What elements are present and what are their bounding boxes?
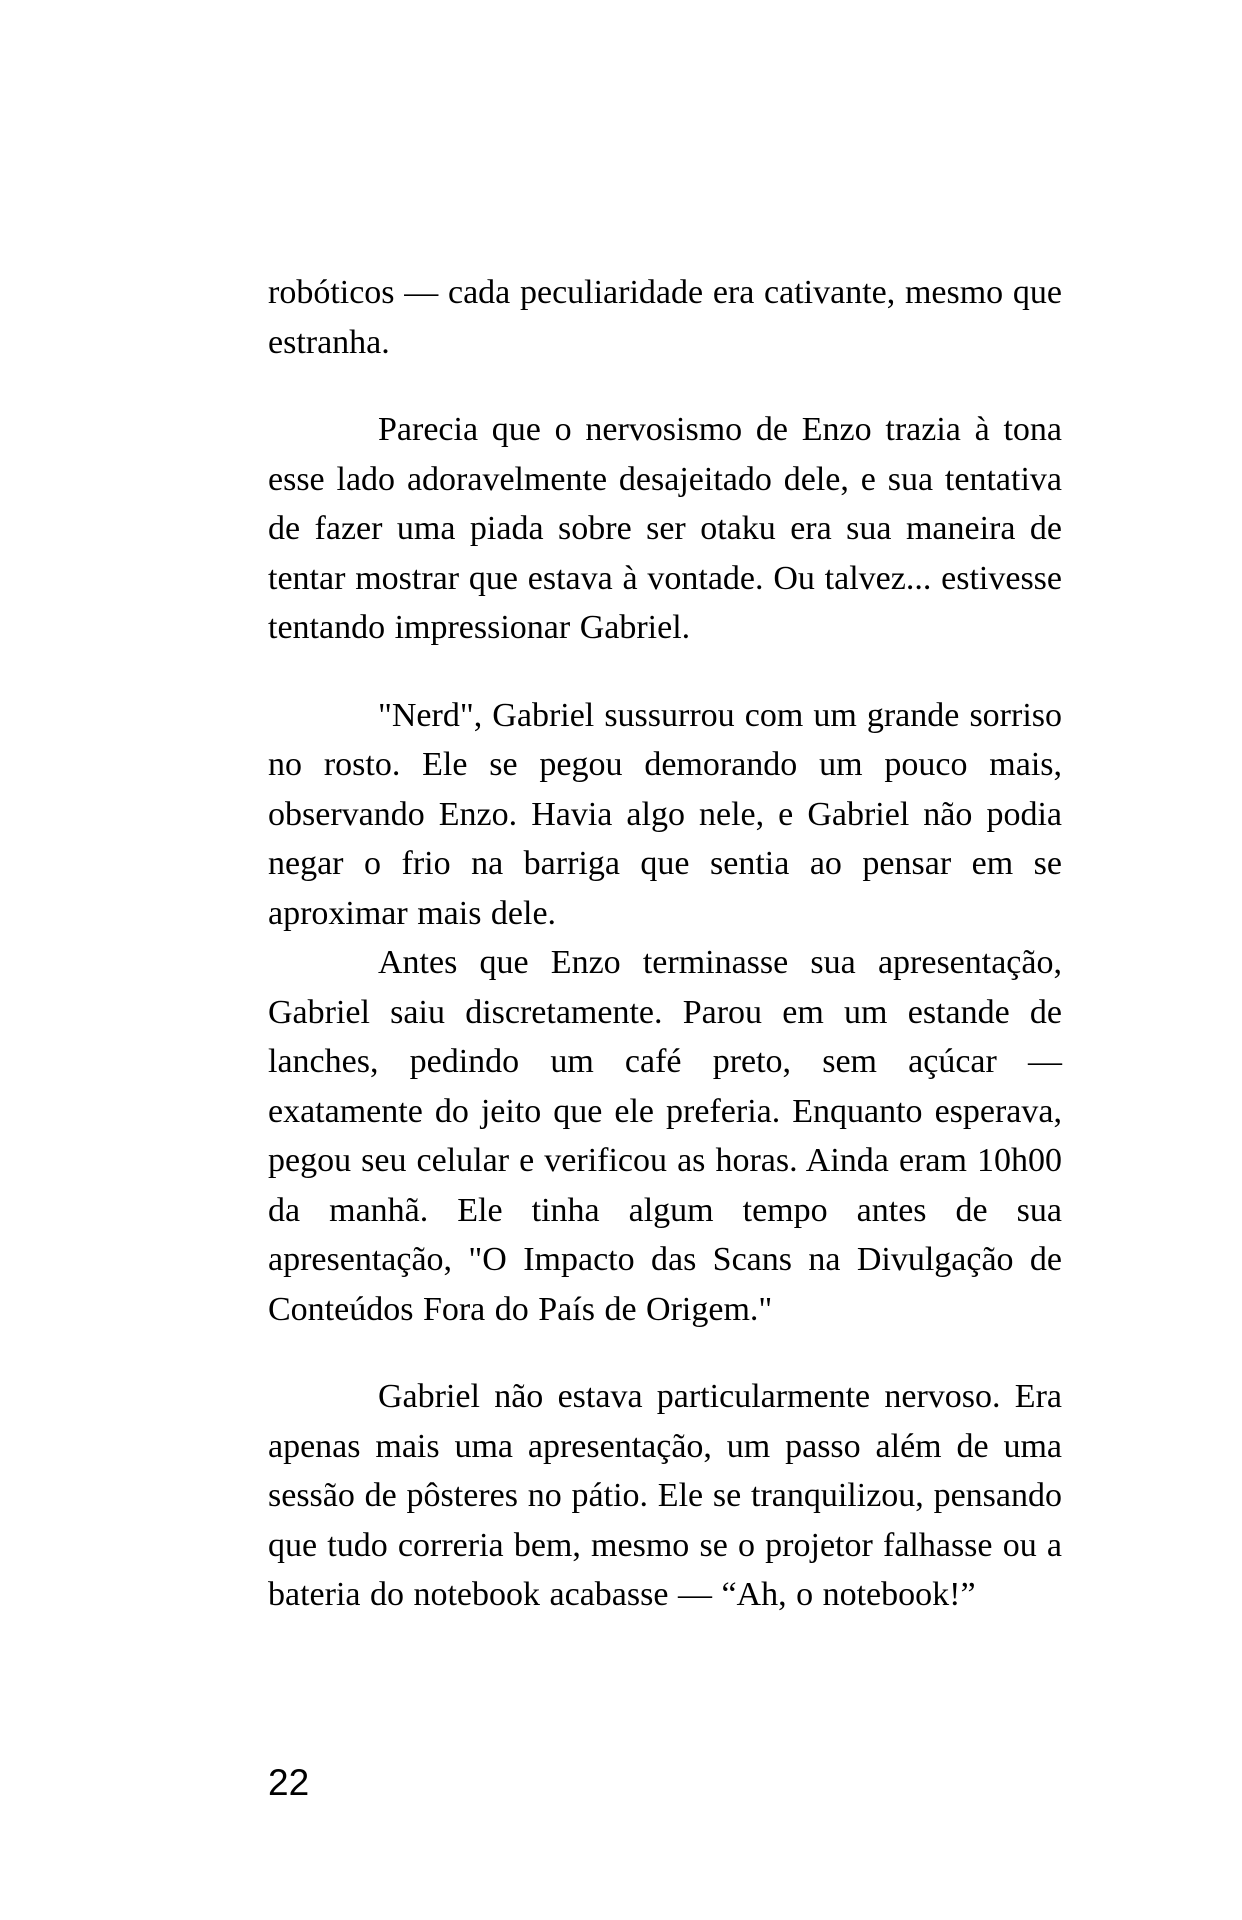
paragraph-2: Parecia que o nervosismo de Enzo trazia à tona esse lado adoravelmente desajeitado dele, e sua tentativa de fazer uma piada sobre ser otaku era sua maneira de tentar mostrar que estava à vontade. Ou talvez... estivesse tentando impressionar Gabriel. xyxy=(268,411,1062,646)
page-number: 22 xyxy=(268,1762,310,1803)
paragraph-4: Antes que Enzo terminasse sua apresentação, Gabriel saiu discretamente. Parou em um estande de lanches, pedindo um café preto, sem açúcar — exatamente do jeito que ele preferia. Enquanto esperava, pegou seu celular e verificou as horas. Ainda eram 10h00 da manhã. Ele tinha algum tempo antes de sua apresentação, "O Impacto das Scans na Divulgação de Conteúdos Fora do País de Origem." xyxy=(268,944,1062,1328)
paragraph-5: Gabriel não estava particularmente nervoso. Era apenas mais uma apresentação, um passo além de uma sessão de pôsteres no pátio. Ele se tranquilizou, pensando que tudo correria bem, mesmo se o projetor falhasse ou a bateria do notebook acabasse — “Ah, o notebook!” xyxy=(268,1378,1062,1613)
paragraph-1: robóticos — cada peculiaridade era cativante, mesmo que estranha. xyxy=(268,274,1062,361)
text-block xyxy=(268,268,1062,1620)
paragraph-3: "Nerd", Gabriel sussurrou com um grande sorriso no rosto. Ele se pegou demorando um pouco mais, observando Enzo. Havia algo nele, e Gabriel não podia negar o frio na barriga que sentia ao pensar em se aproximar mais dele. xyxy=(268,696,1062,932)
